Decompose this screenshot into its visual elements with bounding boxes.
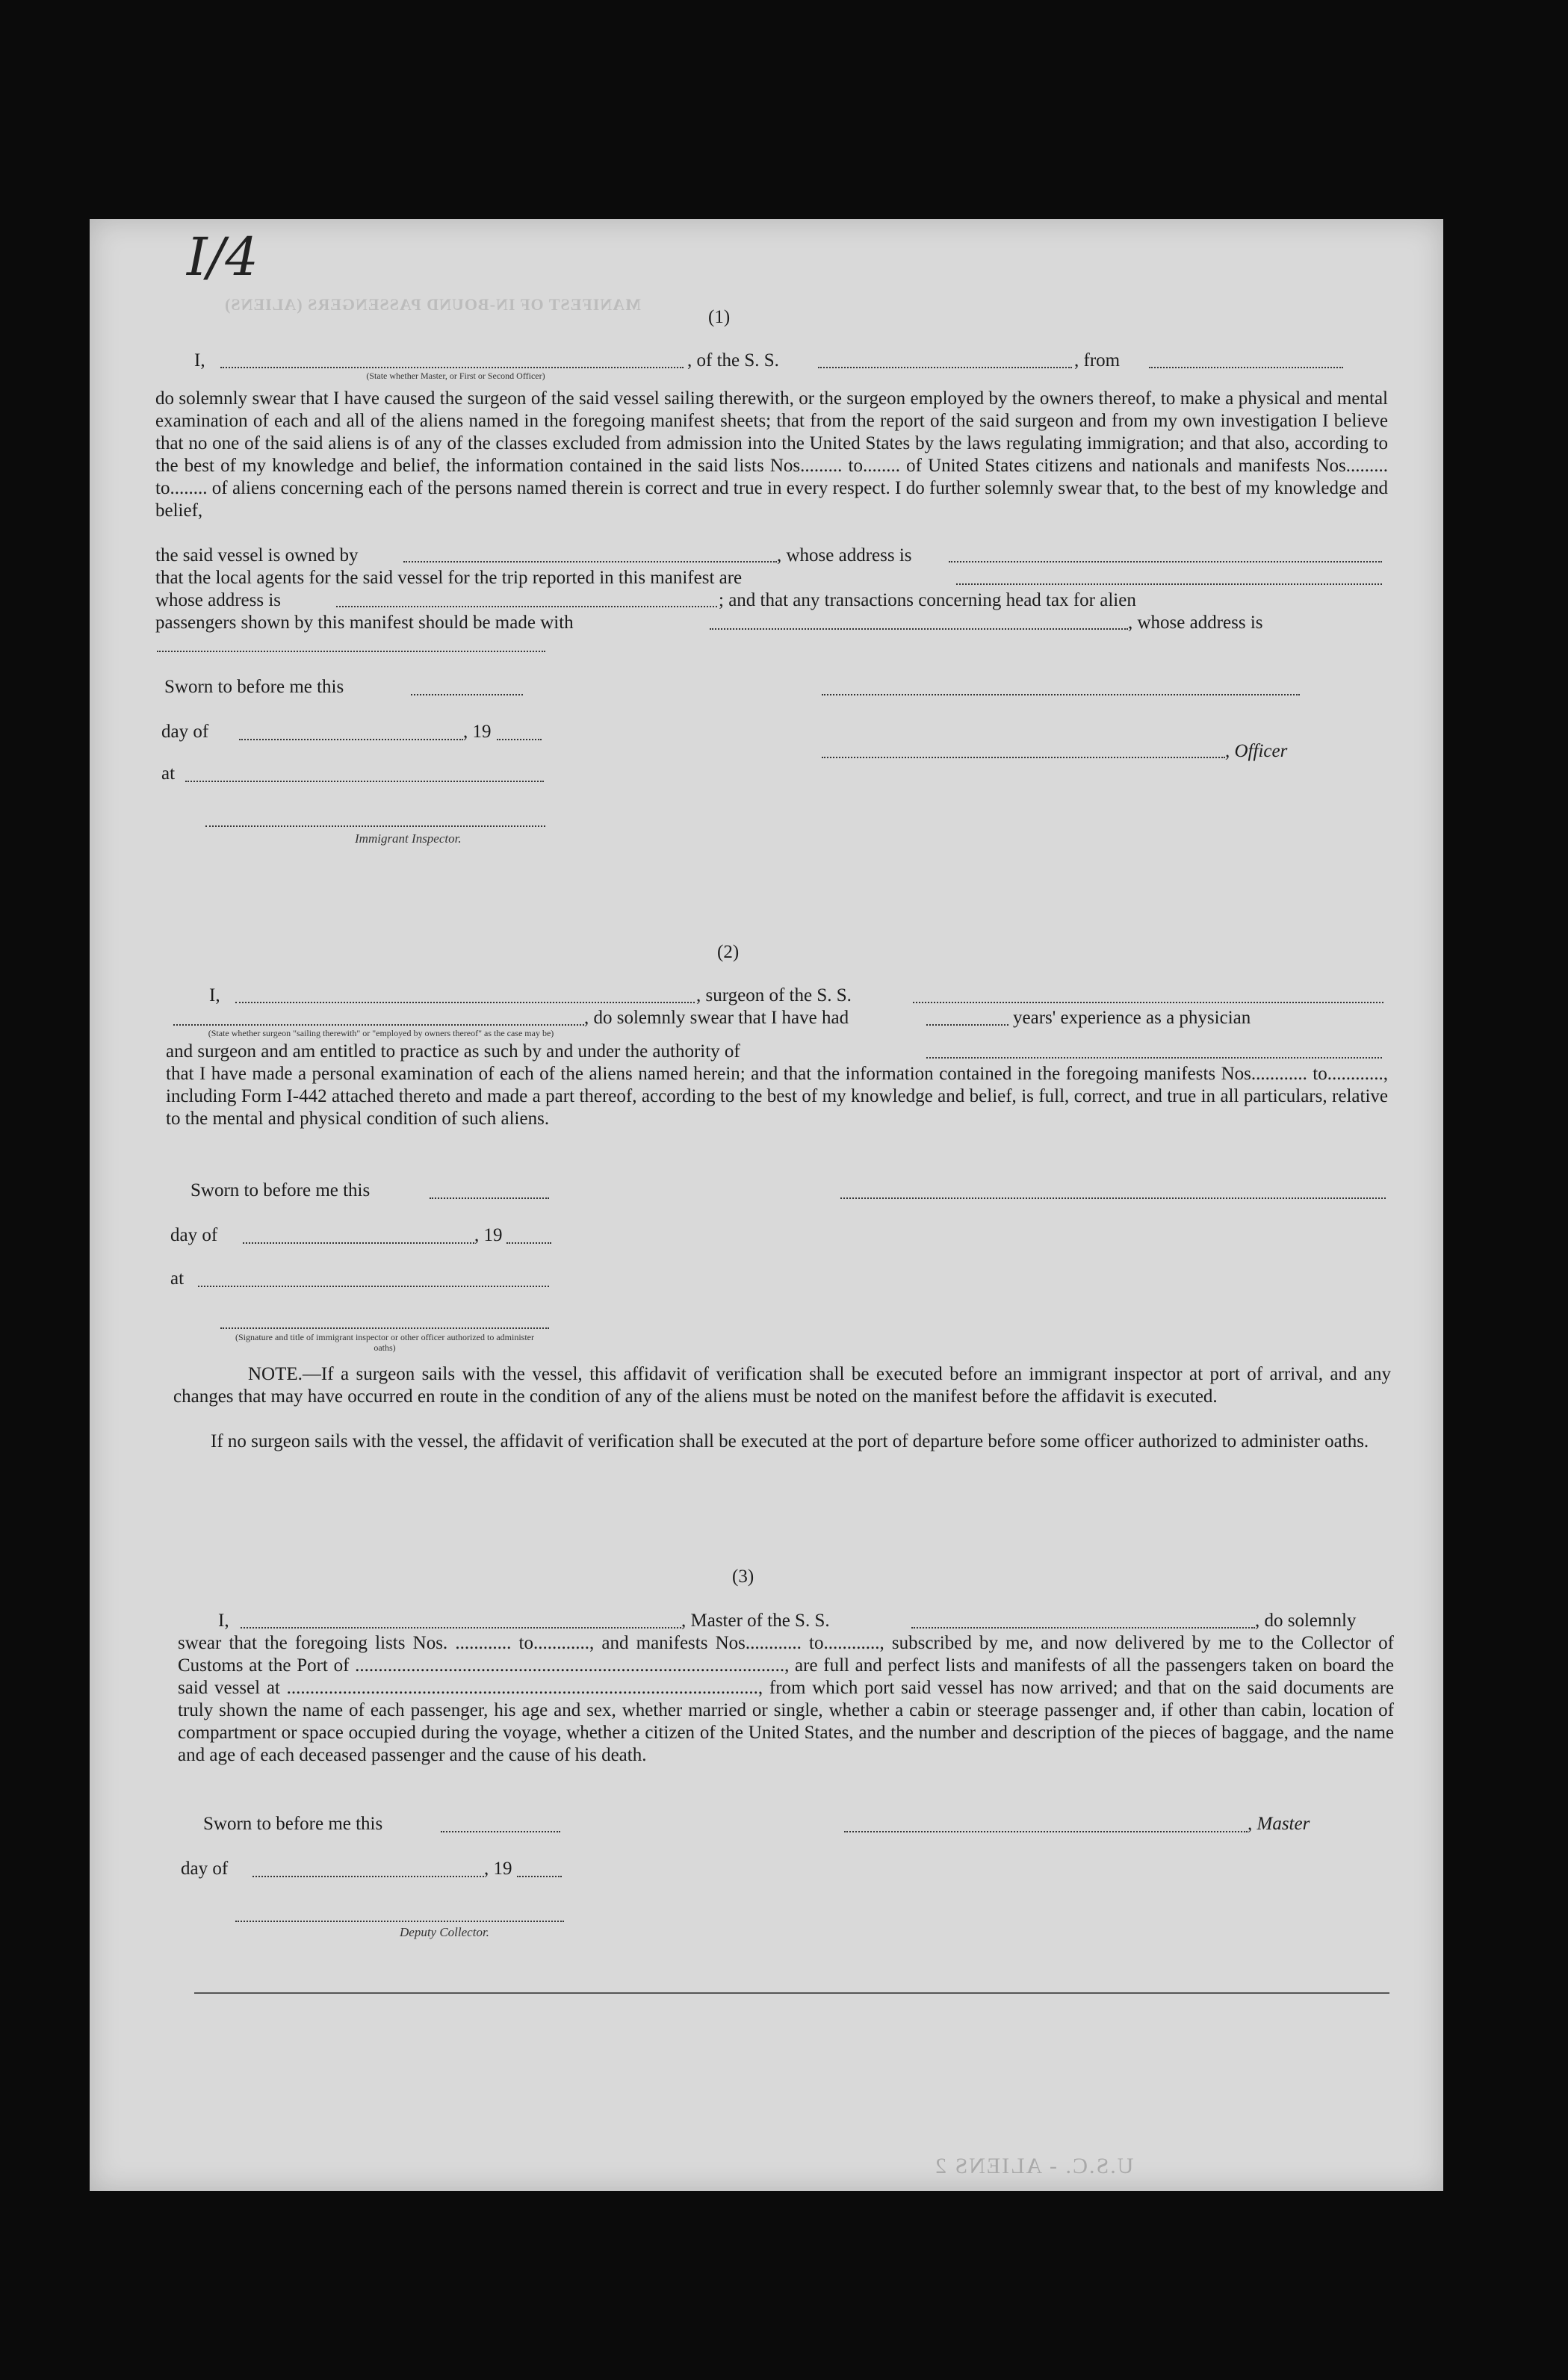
s1-vessel-blank bbox=[818, 367, 1072, 368]
s1-agents: that the local agents for the said vessel for the trip reported in this manifest are bbox=[155, 568, 743, 588]
s3-master-of: , Master of the S. S. bbox=[681, 1611, 830, 1631]
s1-passengers-blank bbox=[710, 628, 1128, 630]
s2-officer-caption: (Signature and title of immigrant inspector or other officer authorized to administer oaths) bbox=[235, 1332, 534, 1353]
s1-from-blank bbox=[1149, 367, 1343, 368]
s2-day-blank bbox=[243, 1242, 474, 1244]
s1-day-blank bbox=[239, 739, 463, 740]
s1-officer-blank-2 bbox=[822, 757, 1225, 758]
s1-sworn-blank bbox=[411, 694, 523, 695]
s1-officer-blank bbox=[220, 367, 684, 368]
s1-whose-address-3: , whose address is bbox=[1128, 613, 1263, 633]
s3-vessel-blank bbox=[911, 1627, 1255, 1628]
s2-i: I, bbox=[209, 985, 220, 1005]
s2-officer-blank bbox=[220, 1327, 549, 1329]
s1-address3-blank bbox=[157, 651, 545, 652]
s2-authority: and surgeon and am entitled to practice as such by and under the authority of bbox=[166, 1041, 740, 1062]
s1-officer-signature-blank bbox=[822, 694, 1300, 695]
s2-day-of: day of bbox=[170, 1225, 218, 1245]
s1-inspector-caption: Immigrant Inspector. bbox=[355, 831, 462, 846]
s3-name-blank bbox=[241, 1627, 681, 1628]
s1-transactions: ; and that any transactions concerning head tax for alien bbox=[719, 590, 1136, 610]
s3-day-of: day of bbox=[181, 1859, 229, 1879]
s2-status-blank bbox=[173, 1024, 584, 1026]
s3-body: swear that the foregoing lists Nos. ............ to............, and manifests Nos............ to............, subscribed by me, and now delivered by me to the Collector of Customs at the Port of ............................................................................................, are full and perfect lists and manifests of all the passengers taken on board the said vessel at ....................................................................................................., from which port said vessel has now arrived; and that on the said documents are truly shown the name of each passenger, his age and sex, whether married or single, whether a cabin or steerage passenger and, if other than cabin, location of compartment or space occupied during the voyage, whether a citizen of the United States, and the number and description of the pieces of baggage, and the name and age of each deceased passenger and the cause of his death. bbox=[178, 1633, 1394, 1765]
handwritten-margin-note: I/4 bbox=[187, 226, 258, 288]
section-3-number: (3) bbox=[732, 1566, 754, 1587]
s3-do-solemnly: , do solemnly bbox=[1255, 1611, 1357, 1631]
mirrored-form-number: U.S.C. - ALIENS 2 bbox=[934, 2154, 1134, 2178]
s1-address2-blank bbox=[336, 606, 717, 607]
s3-i: I, bbox=[218, 1611, 229, 1631]
s2-signature-blank bbox=[840, 1197, 1386, 1199]
s3-collector-caption: Deputy Collector. bbox=[400, 1925, 489, 1939]
s2-do-swear: , do solemnly swear that I have had bbox=[584, 1008, 849, 1028]
s2-sworn-blank bbox=[430, 1197, 549, 1199]
s3-master-label: , Master bbox=[1248, 1814, 1310, 1834]
s1-sworn: Sworn to before me this bbox=[164, 677, 344, 697]
s2-note-1: NOTE.—If a surgeon sails with the vessel, this affidavit of verification shall be executed before an immigrant inspector at port of arrival, and any changes that may have occurred en route in the condition of any of the aliens must be noted on the manifest before the affidavit is executed. bbox=[173, 1364, 1391, 1407]
s3-sworn-blank bbox=[441, 1831, 560, 1832]
s2-year-blank bbox=[506, 1242, 551, 1244]
s3-year: , 19 bbox=[484, 1859, 512, 1879]
s1-i: I, bbox=[194, 350, 205, 371]
s2-vessel-blank bbox=[913, 1002, 1383, 1003]
s1-officer-caption: (State whether Master, or First or Second Officer) bbox=[366, 371, 545, 381]
s1-from: , from bbox=[1074, 350, 1121, 371]
section-1-number: (1) bbox=[708, 307, 731, 327]
s2-at-blank bbox=[198, 1286, 549, 1287]
s1-day-of: day of bbox=[161, 722, 209, 742]
s2-at: at bbox=[170, 1268, 185, 1289]
s3-master-signature-blank bbox=[844, 1831, 1248, 1832]
s1-agents-blank bbox=[956, 583, 1382, 585]
s2-sworn: Sworn to before me this bbox=[190, 1180, 371, 1200]
s2-note-2: If no surgeon sails with the vessel, the affidavit of verification shall be executed at the port of departure before some officer authorized to administer oaths. bbox=[211, 1431, 1369, 1451]
document-page bbox=[90, 219, 1443, 2191]
s2-years-blank bbox=[926, 1024, 1008, 1026]
s3-year-blank bbox=[517, 1876, 562, 1877]
s3-day-blank bbox=[252, 1876, 484, 1877]
s2-status-caption: (State whether surgeon "sailing therewith" or "employed by owners thereof" as the case may be) bbox=[208, 1028, 554, 1038]
s1-owned-by: the said vessel is owned by bbox=[155, 545, 359, 565]
s1-body: do solemnly swear that I have caused the surgeon of the said vessel sailing therewith, or the surgeon employed by the owners thereof, to make a physical and mental examination of each and all of the aliens named in the foregoing manifest sheets; that from the report of the said surgeon and from my own investigation I believe that no one of the said aliens is of any of the classes excluded from admission into the United States by the laws regulating immigration; and that also, according to the best of my knowledge and belief, the information contained in the said lists Nos......... to........ of United States citizens and nationals and manifests Nos......... to........ of aliens concerning each of the persons named therein is correct and true in every respect. I do further solemnly swear that, to the best of my knowledge and belief, bbox=[155, 388, 1388, 521]
s1-address-blank bbox=[949, 561, 1382, 563]
s1-year-blank bbox=[497, 739, 542, 740]
s1-passengers: passengers shown by this manifest should be made with bbox=[155, 613, 574, 633]
s2-years: years' experience as a physician bbox=[1013, 1008, 1251, 1028]
s2-body: that I have made a personal examination of each of the aliens named herein; and that the information contained in the foregoing manifests Nos............ to............, including Form I-442 attached thereto and made a part thereof, according to the best of my knowledge and belief, is full, correct, and true in all particulars, relative to the mental and physical condition of such aliens. bbox=[166, 1064, 1388, 1129]
s2-surgeon-of: , surgeon of the S. S. bbox=[696, 985, 852, 1005]
s2-year: , 19 bbox=[474, 1225, 503, 1245]
s2-authority-blank bbox=[926, 1057, 1382, 1059]
s1-at: at bbox=[161, 763, 176, 784]
s1-whose-address-2: whose address is bbox=[155, 590, 282, 610]
s1-year: , 19 bbox=[463, 722, 492, 742]
s1-owner-blank bbox=[403, 561, 777, 563]
s1-whose-address: , whose address is bbox=[777, 545, 912, 565]
bottom-rule bbox=[194, 1992, 1389, 1994]
section-2-number: (2) bbox=[717, 942, 740, 962]
s3-collector-blank bbox=[235, 1921, 564, 1922]
s1-of-ss: , of the S. S. bbox=[687, 350, 779, 371]
bleed-through-header: MANIFEST OF IN-BOUND PASSENGERS (ALIENS) bbox=[224, 295, 641, 314]
s1-inspector-blank bbox=[205, 825, 545, 827]
s2-name-blank bbox=[235, 1002, 695, 1003]
s1-at-blank bbox=[185, 781, 544, 782]
s3-sworn: Sworn to before me this bbox=[203, 1814, 383, 1834]
s1-officer-label: , Officer bbox=[1225, 741, 1288, 761]
